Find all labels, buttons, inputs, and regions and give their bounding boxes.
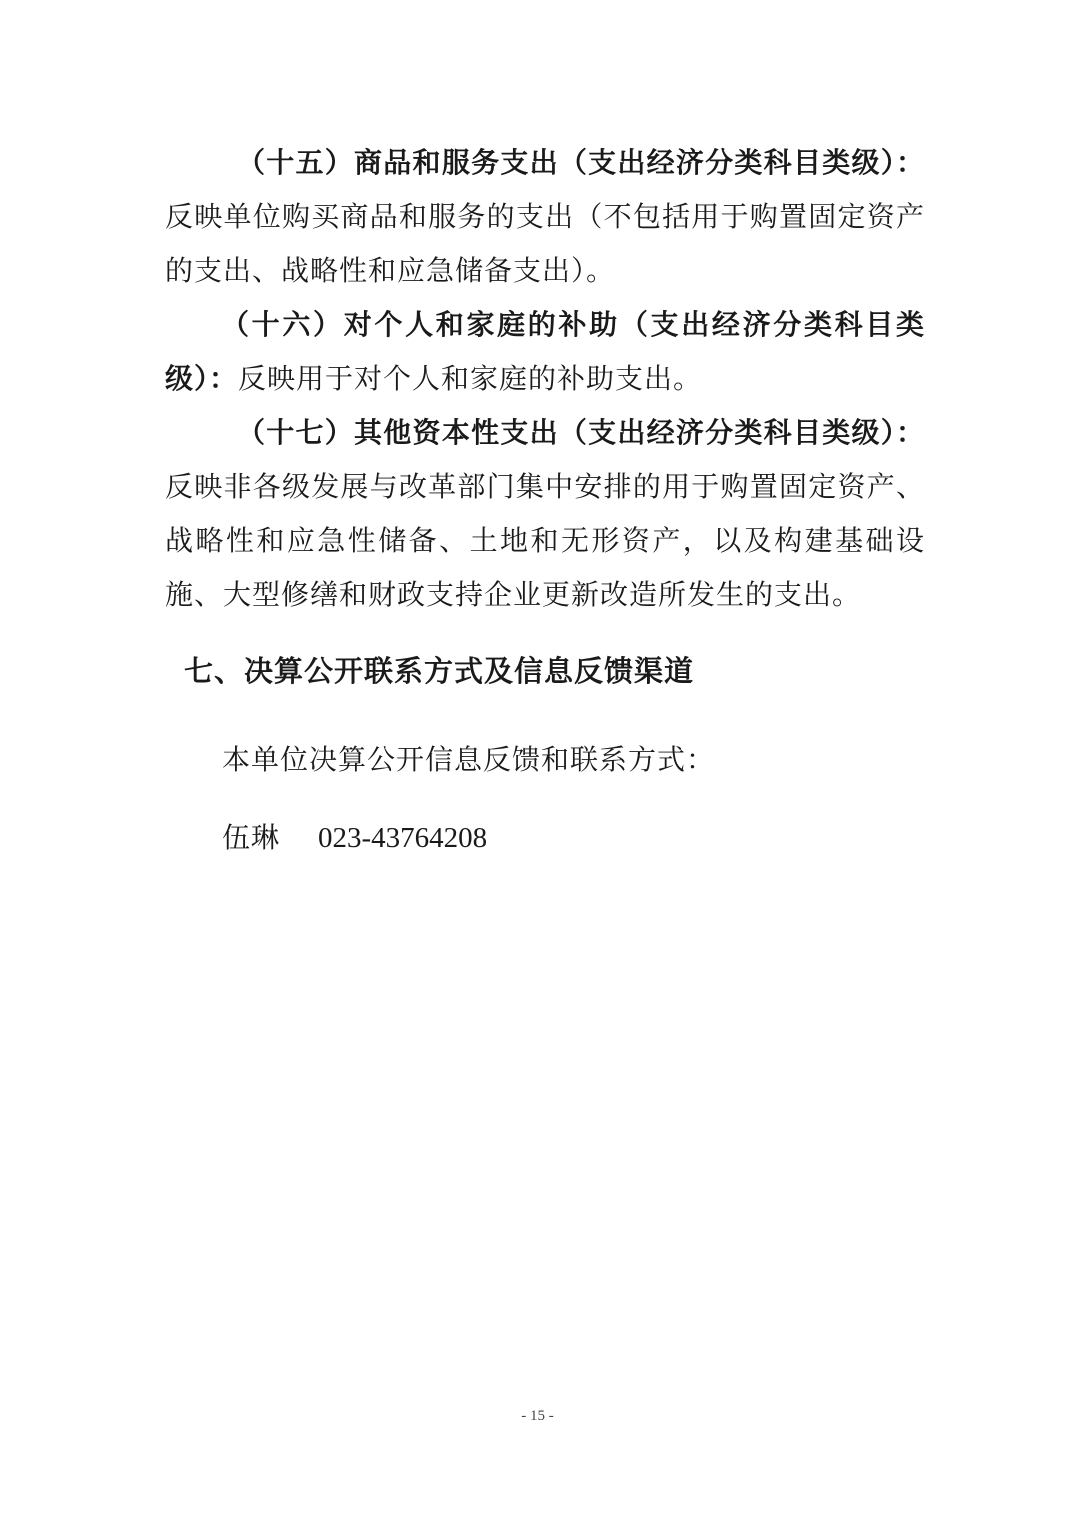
contact-intro: 本单位决算公开信息反馈和联系方式： bbox=[222, 743, 716, 776]
section-fifteen-body: 反映单位购买商品和服务的支出（不包括用于购置固定资产的支出、战略性和应急储备支出）。 bbox=[165, 200, 925, 287]
section-seventeen-title: （十七）其他资本性支出（支出经济分类科目类级）： bbox=[237, 416, 925, 449]
section-seventeen bbox=[165, 406, 925, 622]
section-sixteen-body: 反映用于对个人和家庭的补助支出。 bbox=[238, 362, 703, 395]
page-number: - 15 - bbox=[521, 1408, 554, 1424]
contact-phone: 023-43764208 bbox=[318, 822, 488, 854]
section-seventeen-body: 反映非各级发展与改革部门集中安排的用于购置固定资产、战略性和应急性储备、土地和无形资产，以及构建基础设施、大型修缮和财政支持企业更新改造所发生的支出。 bbox=[165, 470, 925, 611]
section-fifteen bbox=[165, 136, 925, 298]
contact-line bbox=[222, 811, 487, 865]
section-heading-contact: 七、决算公开联系方式及信息反馈渠道 bbox=[184, 654, 695, 688]
contact-name: 伍琳 bbox=[222, 821, 281, 854]
section-fifteen-title: （十五）商品和服务支出（支出经济分类科目类级）： bbox=[237, 146, 925, 179]
section-sixteen bbox=[165, 298, 925, 406]
section-sixteen-title: （十六）对个人和家庭的补助（支出经济分类科目类级）： bbox=[165, 308, 925, 395]
